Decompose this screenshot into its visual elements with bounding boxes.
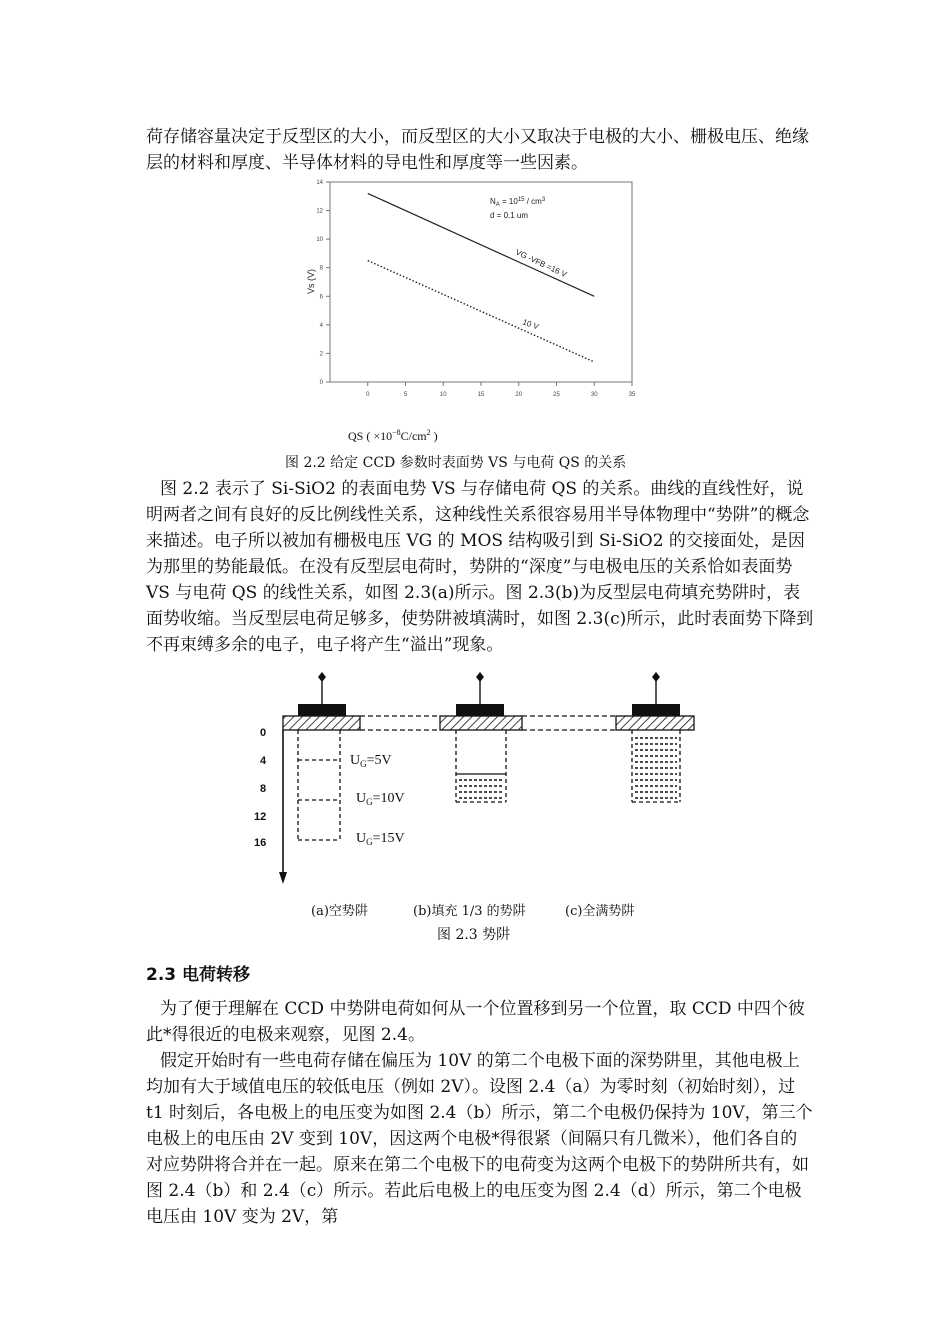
x-tick-label: 15 [477,392,485,398]
depth-labels [254,727,267,849]
electrode-c [632,672,680,716]
y-tick-label: 4 [319,322,323,329]
plot-frame [330,182,632,382]
electrode-a [298,672,346,716]
y-tick-label: 8 [319,265,323,272]
ug-label-10v: $U_G=10V$ [356,791,405,807]
series-label-10v: 10 V [521,317,540,332]
x-axis-label: QS ( $\times 10^{-8}C/cm^2$ ) [348,428,438,443]
ug-label-15v: $U_G=15V$ [356,831,405,847]
electrode-b [456,672,504,716]
y-tick-label: 6 [319,294,323,301]
intro-paragraph: 荷存储容量决定于反型区的大小，而反型区的大小又取决于电极的大小、栅极电压、绝缘层的材料和厚度、半导体材料的导电性和厚度等一些因素。 [146,127,809,173]
empty-wells [298,730,340,840]
figure-2-3-diagram [240,668,710,898]
full-well [632,730,680,802]
transfer-paragraph-1: 为了便于理解在 CCD 中势阱电荷如何从一个位置移到另一个位置，取 CCD 中四个彼此*得很近的电极来观察，见图 2.4。 [146,999,805,1045]
y-tick-label: 0 [319,380,323,386]
subcaption-c: (c)全满势阱 [565,904,635,919]
partially-filled-well [456,730,506,802]
oxide-segment-a [283,716,360,730]
depth-label: 0 [260,727,267,739]
x-tick-label: 35 [628,392,636,398]
na-annotation: $N_A = 10^{15} / cm^3$ [490,197,546,208]
x-tick-label: 0 [366,392,370,398]
subcaption-b: (b)填充 1/3 的势阱 [413,904,526,919]
transfer-paragraph-2: 假定开始时有一些电荷存储在偏压为 10V 的第二个电极下面的深势阱里，其他电极上均加有大于域值电压的较低电压（例如 2V）。设图 2.4（a）为零时刻（初始时刻），过 t1 时刻后，各电极上的电压变为如图 2.4（b）所示，第二个电极仍保持为 10V，第三个电极上的电压由 2V 变到 10V，因这两个电极*得很紧（间隔只有几微米），他们各自的对应势阱将合并在一起。原来在第二个电极下的电荷变为这两个电极下的势阱所共有，如图 2.4（b）和 2.4（c）所示。若此后电极上的电压变为图 2.4（d）所示，第二个电极电压由 10V 变为 2V，第 [146,1051,813,1227]
section-heading: 2.3 电荷转移 [146,965,251,985]
depth-label: 12 [254,811,267,823]
depth-label: 8 [260,783,267,795]
x-tick-label: 5 [403,392,408,398]
ug-label-5v: $U_G=5V$ [350,753,392,769]
x-tick-label: 30 [590,392,598,398]
figure-2-3-caption: 图 2.3 势阱 [437,927,511,943]
oxide-segment-c [616,716,694,730]
depth-axis-arrow-icon [279,872,287,884]
series-label-16v: VG -VFB =16 V [514,247,569,280]
y-tick-label: 12 [316,208,323,215]
x-tick-label: 10 [439,392,447,398]
figure-2-2-caption: 图 2.2 给定 CCD 参数时表面势 VS 与电荷 QS 的关系 [285,455,627,471]
depth-label: 4 [260,755,267,767]
y-tick-label: 10 [316,237,323,244]
x-tick-label: 25 [553,392,560,398]
d-annotation: d = 0.1 um [490,211,529,220]
y-axis-label: Vs (V) [306,268,316,294]
x-tick-label: 20 [515,392,523,398]
figure-2-2-chart [300,176,650,426]
oxide-segment-b [440,716,522,730]
depth-label: 16 [254,837,267,849]
series-line-0 [368,193,595,296]
y-tick-label: 2 [319,351,323,358]
y-tick-label: 14 [316,180,323,186]
fig22-paragraph: 图 2.2 表示了 Si-SiO2 的表面电势 VS 与存储电荷 QS 的关系。曲线的直线性好，说明两者之间有良好的反比例线性关系，这种线性关系很容易用半导体物理中“势阱”的概念来描述。电子所以被加有栅极电压 VG 的 MOS 结构吸引到 Si-SiO2 的交接面处，是因为那里的势能最低。在没有反型层电荷时，势阱的“深度”与电极电压的关系恰如表面势 VS 与电荷 QS 的线性关系，如图 2.3(a)所示。图 2.3(b)为反型层电荷填充势阱时，表面势收缩。当反型层电荷足够多，使势阱被填满时，如图 2.3(c)所示，此时表面势下降到不再束缚多余的电子，电子将产生“溢出”现象。 [146,479,814,655]
subcaption-a: (a)空势阱 [311,904,368,919]
